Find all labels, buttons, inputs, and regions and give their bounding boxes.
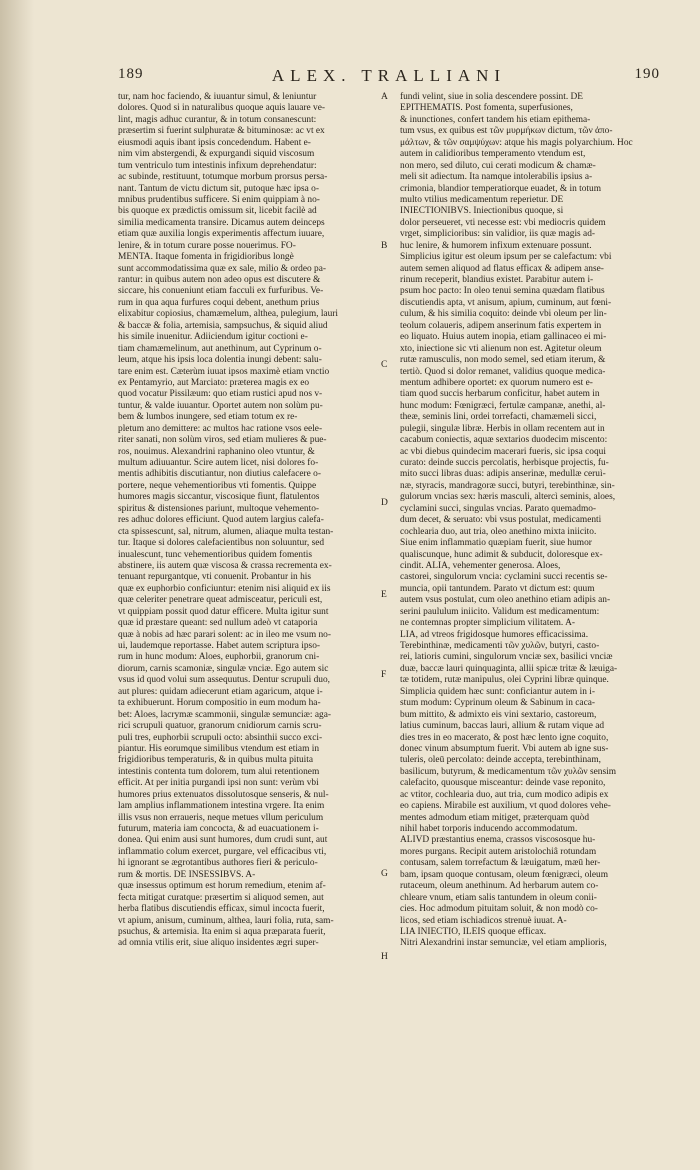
- margin-letter: G: [381, 869, 388, 879]
- text-line: mentum adhibere oportet: ex quorum numero est e-: [400, 377, 593, 388]
- text-line: illis vsus non erraueris, neque metues vllum periculum: [118, 812, 324, 823]
- text-line: hi ignorant se ægrotantibus authores fieri & periculo-: [118, 858, 318, 869]
- text-line: quæ insessus optimum est horum remedium, etenim af-: [118, 881, 326, 892]
- text-line: næ, styracis, mandragoræ succi, butyri, terebinthinæ, sin-: [400, 480, 615, 491]
- text-line: autem vsus postulat, cum oleo anethino etiam adipis an-: [400, 595, 611, 606]
- text-line: μάλτων, & τῶν σαμψύχων: atque his magis polyarchium. Hoc: [400, 137, 633, 148]
- text-line: meli sit adiectum. Ita namque intolerabilis ipsius a-: [400, 172, 593, 183]
- text-line: mentes admodum etiam mitiget, præterquam quòd: [400, 812, 590, 823]
- text-line: elixabitur copiosius, chamæmelum, althea, pulegium, lauri: [118, 309, 339, 320]
- text-line: cacabum coniectis, aquæ sextarios duodecim miscento:: [400, 435, 608, 446]
- text-line: culum, & his similia coquito: deinde vbi oleum per lin-: [400, 309, 607, 320]
- text-line: INIECTIONIBVS. Iniectionibus quoque, si: [400, 206, 564, 217]
- text-line: ac subinde, restituunt, totumque morbum prorsus persa-: [118, 172, 328, 183]
- text-line: duæ, baccæ lauri quinquaginta, allii spicæ tritæ & læuiga-: [400, 663, 618, 674]
- text-line: pulegii, singulæ libræ. Herbis in ollam recentem aut in: [400, 423, 605, 434]
- text-line: cochlearia duo, aut tria, oleo anethino mixta iniicito.: [400, 526, 597, 537]
- text-line: quod vocatur Pissilæum: quo etiam rustici apud nos v-: [118, 389, 323, 400]
- text-line: præsertim si fuerint sulphuratæ & bituminosæ: ac vt ex: [118, 126, 325, 137]
- text-line: siccare, his conueniunt etiam facculi ex furfuribus. Ve-: [118, 286, 324, 297]
- text-line: & inunctiones, confert tandem his etiam epithema-: [400, 114, 591, 125]
- text-line: EPITHEMATIS. Post fomenta, superfusiones,: [400, 103, 573, 114]
- text-line: Simplicius igitur est oleum ipsum per se calefactum: vbi: [400, 252, 612, 263]
- text-line: tum ventriculo tum intestinis infixum deprehendatur:: [118, 160, 317, 171]
- text-line: tare enim est. Cæterùm iuuat ipsos maximè etiam vnctio: [118, 366, 330, 377]
- text-line: Terebinthinæ, medicamenti τῶν χυλῶν, butyri, casto-: [400, 641, 600, 651]
- text-line: cindit. ALIA, vehementer generosa. Aloes,: [400, 560, 561, 571]
- text-line: ALIVD præstantius enema, crassos viscososque hu-: [400, 835, 596, 846]
- text-line: xto, iniectione sic vti alienum non est. Agitetur oleum: [400, 343, 602, 354]
- text-line: qualiscunque, hunc adimit & subducit, doloresque ex-: [400, 549, 603, 560]
- text-line: lint, magis adhuc curantur, & in totum consanescunt:: [118, 114, 317, 125]
- text-line: nim vim abstergendi, & expurgandi siquid viscosum: [118, 149, 315, 160]
- text-line: tuntur, & valde iuuantur. Oportet autem non solùm pu-: [118, 400, 323, 411]
- text-line: tiam quod succis herbarum conficitur, habet autem in: [400, 389, 600, 400]
- text-line: quæ à nobis ad hæc parari solent: ac in ileo me vsum no-: [118, 629, 331, 640]
- text-line: rum in hunc modum: Aloes, euphorbii, granorum cni-: [118, 652, 320, 663]
- text-line: curato: deinde succis percolatis, herbisque projectis, fu-: [400, 458, 609, 468]
- text-line: lam amplius inflammationem intestina vrgere. Ita enim: [118, 801, 325, 812]
- text-line: quæ celeriter penetrare queat admisceatur, periculi est,: [118, 595, 323, 606]
- text-line: nant. Tantum de victu dictum sit, putoque hæc ipsa o-: [118, 183, 319, 194]
- text-line: tur. Itaque si dolores calefacientibus non soluuntur, sed: [118, 538, 325, 549]
- text-line: hunc modum: Fœnigræci, fertulæ campanæ, anethi, al-: [400, 400, 606, 411]
- text-line: rutaceum, oleum anethinum. Ad herbarum autem co-: [400, 881, 599, 892]
- text-line: rei, latioris cumini, singulorum vnciæ sex, basilici vnciæ: [400, 652, 613, 663]
- text-line: fundi velint, siue in solia descendere possint. DE: [400, 92, 584, 102]
- text-line: portere, neque vehementioribus vti fomentis. Quippe: [118, 480, 317, 491]
- text-line: abstinere, iis autem quæ viscosa & crassa recrementa ex-: [118, 560, 332, 571]
- text-line: latius cuminum, baccas lauri, allium & rutam vique ad: [400, 721, 605, 732]
- text-line: serini paululum iniicito. Validum est medicamentum:: [400, 606, 600, 617]
- text-line: aut plures: quidam adiecerunt etiam agaricum, atque i-: [118, 686, 323, 697]
- text-line: dies tres in eo macerato, & post hæc lento igne coquito,: [400, 732, 609, 743]
- text-line: rutæ ramusculis, non modo semel, sed etiam iterum, &: [400, 355, 606, 366]
- text-line: bis quoque ex prædictis omissum sit, licebit facilè ad: [118, 206, 317, 217]
- text-line: fecta mitigat curatque: præsertim si aliquod semen, aut: [118, 892, 324, 903]
- text-line: multo vtilius medicamentum reperietur. DE: [400, 194, 564, 205]
- text-line: psuchus, & artemisia. Ita enim si aqua præparata fuerit,: [118, 926, 326, 937]
- text-line: & baccæ & folia, artemisia, sampsuchus, & siquid aliud: [118, 320, 328, 331]
- text-line: riter sanati, non solùm viros, sed etiam mulieres & pue-: [118, 435, 327, 446]
- text-line: bem & lumbos inungere, sed etiam totum ex re-: [118, 412, 298, 423]
- text-line: futurum, materia iam concocta, & ad euacuationem i-: [118, 824, 319, 834]
- text-line: muncia, opii tantundem. Parato vt dictum est: quum: [400, 583, 595, 594]
- text-line: ros, nouimus. Alexandrini raphanino oleo vtuntur, &: [118, 446, 315, 457]
- text-line: eiusmodi aquis ibant ipsis concedendum. Habent e-: [118, 137, 311, 148]
- text-line: vrget, simplicioribus: sin validior, iis quæ magis ad-: [400, 229, 596, 240]
- text-line: basilicum, butyrum, & medicamentum τῶν χυλῶν sensim: [400, 766, 617, 777]
- text-line: inflammatio colum exercet, purgare, vel efficacibus vti,: [118, 846, 327, 857]
- text-line: mito succi libras duas: adipis anserinæ, medullæ ceruì-: [400, 469, 606, 480]
- text-line: Siue enim inflammatio quæpiam fuerit, siue humor: [400, 538, 592, 549]
- text-line: piantur. His eorumque similibus vtendum est etiam in: [118, 743, 320, 754]
- text-line: humores prius extenuatos dissolutosque senseris, & nul-: [118, 789, 329, 800]
- page-number-left: 189: [118, 66, 144, 82]
- text-line: rantur: in quibus autem non adeo opus est discutere &: [118, 275, 321, 285]
- text-line: licos, sed etiam ischiadicos strenuè iuuat. A-: [400, 915, 567, 926]
- text-line: cies. Hoc admodum pituitam soluit, & non modò co-: [400, 904, 598, 915]
- text-line: donea. Qui enim ausi sunt humores, dum crudi sunt, aut: [118, 835, 328, 846]
- text-line: ne contemnas propter simplicium vilitatem. A-: [400, 618, 575, 629]
- binding-shadow: [0, 0, 34, 1170]
- margin-letter: H: [381, 952, 388, 962]
- margin-letter: B: [381, 241, 388, 251]
- text-line: intestinis contenta tum dolorem, tum alui retentionem: [118, 766, 320, 777]
- text-line: dolores. Quod si in naturalibus quoque aquis lauare ve-: [118, 103, 325, 114]
- text-line: stum modum: Cyprinum oleum & Sabinum in caca-: [400, 698, 596, 709]
- text-line: ex Pentamyrio, aut Marciato: præterea magis ex eo: [118, 377, 310, 388]
- text-line: MENTA. Itaque fomenta in frigidioribus longè: [118, 252, 294, 263]
- text-line: tuleris, oleū percolato: deinde accepta, terebinthinam,: [400, 755, 601, 766]
- running-title: ALEX. TRALLIANI: [271, 66, 507, 85]
- text-line: bet: Aloes, lacrymæ scammonii, singulæ semunciæ: aga-: [118, 709, 331, 720]
- text-line: dolor perseueret, vti necesse est: vbi mediocris quidem: [400, 217, 606, 228]
- right-text-column: [400, 92, 658, 950]
- text-line: pletum ano demittere: ac multos hac ratione vsos eele-: [118, 423, 323, 434]
- text-line: ac vbi diebus quindecim macerari fueris, sic ipsa coqui: [400, 446, 606, 457]
- text-line: rinum receperit, blandius existet. Parabitur autem i-: [400, 275, 594, 285]
- text-line: psum hoc pacto: In oleo tenui semina quædam flatibus: [400, 286, 605, 297]
- text-line: teolum colaueris, adipem anserinum fatis expertem in: [400, 320, 602, 331]
- text-line: Simplicia quidem hæc sunt: conficiantur autem in i-: [400, 686, 596, 697]
- text-line: tiam chamæmelinum, aut anethinum, aut Cyprinum o-: [118, 343, 322, 354]
- text-line: tenuant repurgantque, vti conuenit. Probantur in his: [118, 572, 312, 583]
- text-line: spiritus & distensiones pariunt, multoque vehemento-: [118, 503, 320, 514]
- text-line: calefacito, quousque misceantur: deinde vase reponito,: [400, 778, 606, 789]
- text-line: sunt accommodatissima quæ ex sale, milio & ordeo pa-: [118, 263, 327, 274]
- text-line: rum in qua aqua furfures coqui debent, anethum prius: [118, 297, 320, 308]
- text-line: huc lenire, & humorem infixum extenuare possunt.: [400, 240, 592, 251]
- text-line: tur, nam hoc faciendo, & iuuantur simul, & leniuntur: [118, 92, 317, 102]
- text-line: ui, laudemque reportasse. Habet autem scriptura ipso-: [118, 641, 321, 651]
- text-line: eo liquato. Huius autem inopia, etiam gallinaceo ei mi-: [400, 332, 607, 343]
- text-line: eo capiens. Mirabile est auxilium, vt quod dolores vehe-: [400, 801, 611, 812]
- text-line: similia medicamenta transire. Dicamus autem deinceps: [118, 217, 325, 228]
- text-line: crimonia, blandior temperatiorque euadet, & in totum: [400, 183, 601, 194]
- text-line: cyclamini succi, singulas vncias. Parato quemadmo-: [400, 503, 597, 514]
- text-line: mores purgans. Recipit autem aristolochiâ rotundam: [400, 846, 597, 857]
- text-line: res adhuc dolores efficiunt. Quod autem largius calefa-: [118, 515, 324, 526]
- text-line: tertiò. Quod si dolor remanet, validius quoque medica-: [400, 366, 606, 377]
- text-line: humores magis siccantur, viscosique fiunt, flatulentos: [118, 492, 320, 503]
- text-line: lenire, & in totum curare posse nouerimus. FO-: [118, 240, 296, 251]
- text-line: contusam, salem torrefactum & læuigatum, mæū her-: [400, 858, 601, 869]
- text-line: donec vinum absumptum fuerit. Vbi autem ab igne sus-: [400, 743, 609, 754]
- text-line: vt apium, anisum, cuminum, althea, lauri folia, ruta, sam-: [118, 915, 334, 926]
- text-line: mentis adhibitis discutiantur, non diutius calefacere o-: [118, 469, 321, 480]
- margin-letter: C: [381, 360, 388, 370]
- page-number-right: 190: [634, 66, 660, 82]
- text-line: Nitri Alexandrini instar semunciæ, vel etiam amplioris,: [400, 938, 607, 949]
- text-line: autem semen aliquod ad flatus efficax & adipem anse-: [400, 263, 604, 274]
- text-line: inualescunt, tunc vehementioribus quidem fomentis: [118, 549, 312, 560]
- text-line: tum vsus, ex quibus est τῶν μυρμήκων dictum, τῶν ἀπο-: [400, 126, 613, 137]
- text-line: etiam quæ auxilia longis experimentis affectum iuuare,: [118, 229, 325, 240]
- text-line: mnibus prudentibus sufficere. Si enim quippiam à no-: [118, 194, 320, 205]
- text-line: castorei, singulorum vncia: cyclamini succi recentis se-: [400, 572, 608, 583]
- text-line: gulorum vncias sex: hæris masculi, altercì seminis, aloes,: [400, 492, 616, 503]
- text-line: herba flatibus discutiendis efficax, simul incocta fuerit,: [118, 904, 325, 915]
- text-line: chleare vnum, etiam salis tantundem in oleum conii-: [400, 892, 597, 903]
- text-line: bum mittito, & admixto eis vini sextario, castoreum,: [400, 709, 597, 720]
- text-line: LIA, ad vtreos frigidosque humores efficacissima.: [400, 629, 589, 640]
- margin-letter: A: [381, 92, 388, 102]
- text-line: ad omnia vtilis erit, siue aliquo insidentes ægri super-: [118, 938, 319, 949]
- text-line: diorum, carnis scamoniæ, singulæ vnciæ. Ego autem sic: [118, 663, 329, 674]
- left-text-column: [118, 92, 374, 950]
- text-line: LIA INIECTIO, ILEIS quoque efficax.: [400, 926, 547, 937]
- text-line: rici scrupuli quatuor, granorum cnidiorum carnis scru-: [118, 721, 322, 732]
- text-line: quæ ex euphorbio conficiuntur: etenim nisi aliquid ex iis: [118, 583, 331, 594]
- text-line: bam, ipsam quoque contusam, oleum fœnigræci, oleum: [400, 869, 609, 880]
- text-line: non mero, sed diluto, cui cerati modicum & chamæ-: [400, 160, 596, 171]
- text-line: quæ id præstare queant: sed nullum adeò vt cataporia: [118, 618, 318, 629]
- text-line: efficit. At per initia purgandi ipsi non sunt: verùm vbi: [118, 778, 319, 789]
- text-line: ta exhibuerunt. Horum compositio in eum modum ha-: [118, 698, 321, 709]
- text-line: discutiendis apta, vt anisum, apium, cuminum, aut fœni-: [400, 297, 612, 308]
- text-line: multum adiuuantur. Scire autem licet, nisi dolores fo-: [118, 458, 319, 468]
- text-line: vsus id quod volui sum assequutus. Dentur scrupuli duo,: [118, 675, 330, 686]
- text-line: cta spissescunt, sal, nitrum, alumen, aliaque multa testan-: [118, 526, 334, 537]
- text-line: dum decet, & seruato: vbi vsus postulat, medicamenti: [400, 515, 602, 526]
- text-line: nihil habet torporis inducendo accommodatum.: [400, 824, 578, 834]
- text-line: rum & mortis. DE INSESSIBVS. A-: [118, 869, 256, 880]
- text-line: tæ totidem, rutæ manipulus, olei Cyprini libræ quinque.: [400, 675, 609, 686]
- margin-letter: E: [381, 590, 387, 600]
- text-line: leum, atque his ipsis loca dolentia inungi debent: salu-: [118, 355, 322, 366]
- text-line: autem in calidioribus temperamento vtendum est,: [400, 149, 586, 160]
- text-line: ac vtitor, cochlearia duo, aut tria, cum modico adipis ex: [400, 789, 609, 800]
- text-line: frigidioribus temperaturis, & in quibus multa pituita: [118, 755, 314, 766]
- text-line: theæ, seminis lini, ordei torrefacti, chamæmeli sicci,: [400, 412, 597, 423]
- margin-letter: F: [381, 670, 387, 680]
- text-line: vt quippiam possit quod datur efficere. Multa igitur sunt: [118, 606, 329, 617]
- text-line: his simile inuenitur. Adiiciendum igitur coctioni e-: [118, 332, 308, 343]
- margin-letter: D: [381, 498, 388, 508]
- text-line: puli tres, euphorbii scrupuli octo: absinthii succo exci-: [118, 732, 323, 743]
